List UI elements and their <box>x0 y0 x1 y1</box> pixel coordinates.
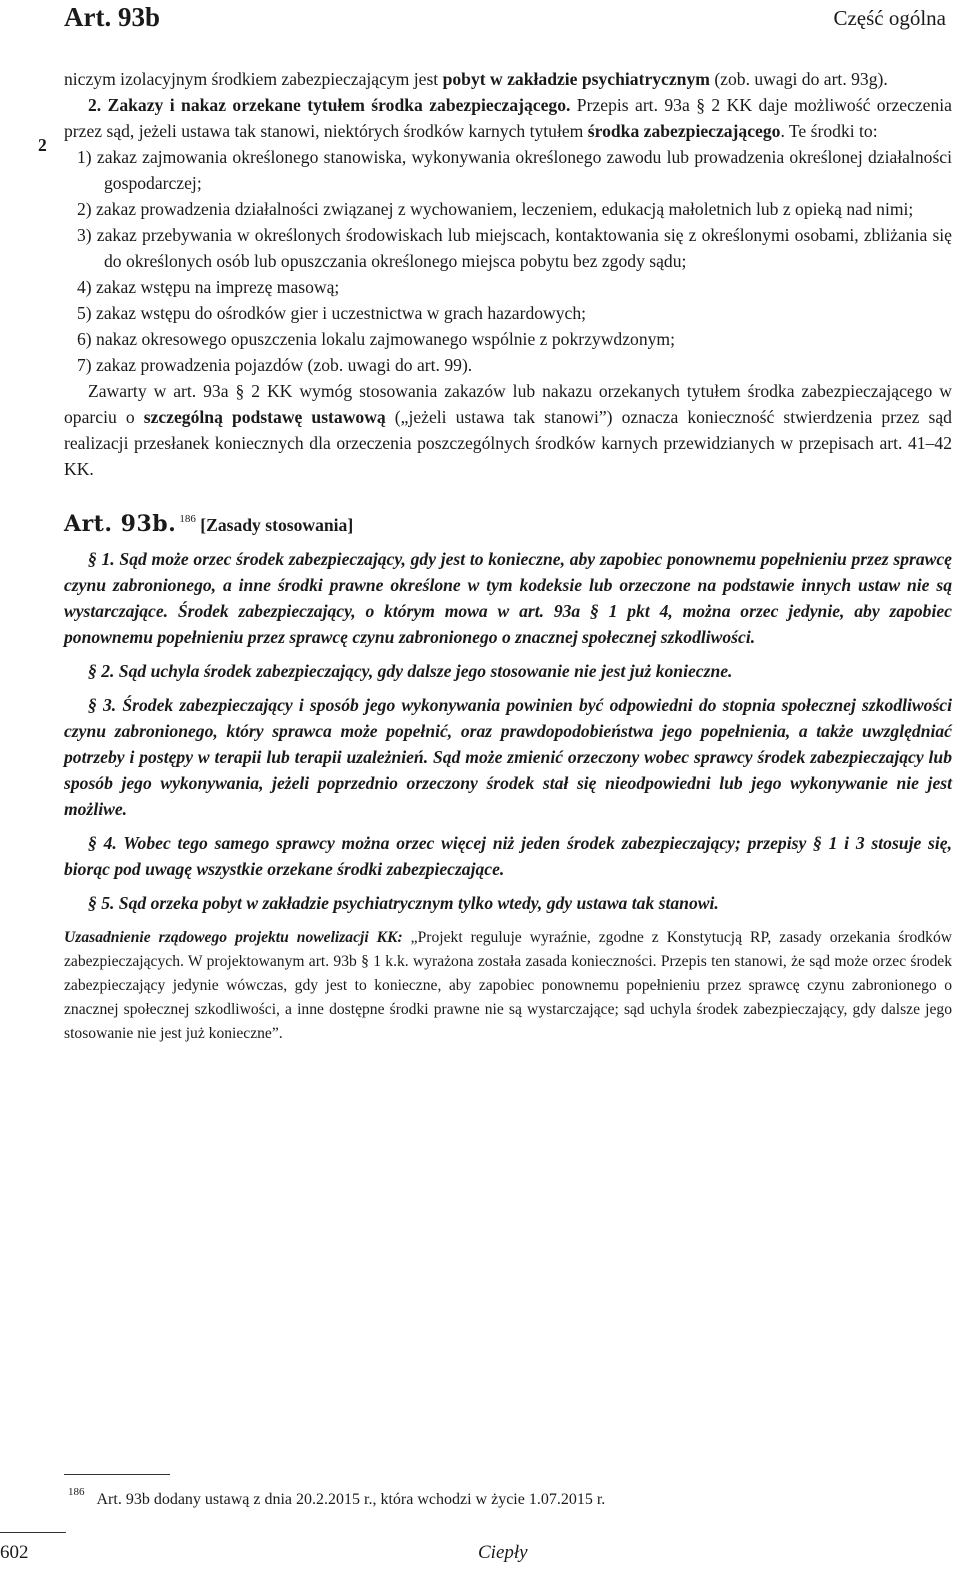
article-title: [Zasady stosowania] <box>200 515 354 535</box>
footnote-text: Art. 93b dodany ustawą z dnia 20.2.2015 r., która wchodzi w życie 1.07.2015 r. <box>96 1491 606 1508</box>
intro-bold: pobyt w zakładzie psychiatrycznym <box>442 69 710 89</box>
closing-text-2: („jeżeli ustawa tak stanowi”) oznacza konieczność stwierdzenia przez sąd realizacji przesłanek koniecznych dla orzeczenia poszczególnych środków karnych przewidzianych w przepisach art. 41–42 KK. <box>64 407 952 479</box>
footnote <box>64 1481 605 1511</box>
paragraph-2-text-2: . Te środki to: <box>780 121 878 141</box>
page-number-rule <box>0 1532 66 1533</box>
paragraph-2 <box>64 92 952 144</box>
closing-paragraph <box>64 378 952 482</box>
footnote-separator <box>64 1474 170 1475</box>
running-header-section: Część ogólna <box>833 6 946 30</box>
closing-text-1: Zawarty w art. 93a § 2 KK wymóg stosowania zakazów lub nakazu orzekanych tytułem środka zabezpieczającego w oparciu o <box>64 381 952 427</box>
paragraph-2-heading: 2. Zakazy i nakaz orzekane tytułem środka zabezpieczającego. <box>88 95 571 115</box>
justification-text: „Projekt reguluje wyraźnie, zgodne z Konstytucją RP, zasady orzekania środków zabezpieczających. W projektowanym art. 93b § 1 k.k. wyrażona została zasada konieczności. Przepis ten stanowi, że sąd może orzec środek zabezpieczający jedynie wówczas, gdy jest to konieczne, aby zapobiec ponownemu popełnieniu przez sprawcę czynu zabronionego o znacznej społecznej szkodliwości, a inne dostępne środki prawne nie są wystarczające; sąd uchyla środek zabezpieczający, gdy dalsze jego stosowanie nie jest już konieczne”. <box>64 929 952 1042</box>
paragraph-2-text-1: Przepis art. 93a § 2 KK daje możliwość orzeczenia przez sąd, jeżeli ustawa tak stanowi, niektórych środków karnych tytułem <box>64 95 952 141</box>
list-item: 5) zakaz wstępu do ośrodków gier i uczestnictwa w grach hazardowych; <box>77 303 587 323</box>
list-item: 7) zakaz prowadzenia pojazdów (zob. uwagi do art. 99). <box>77 355 473 375</box>
paragraph-2-bold: środka zabezpieczającego <box>587 121 781 141</box>
list-item: 4) zakaz wstępu na imprezę masową; <box>77 277 340 297</box>
intro-text-2: (zob. uwagi do art. 93g). <box>709 69 888 89</box>
list-item: 3) zakaz przebywania w określonych środowiskach lub miejscach, kontaktowania się z określonymi osobami, zbliżania się do określonych osób lub opuszczania określonego miejsca pobytu bez zgody sądu; <box>77 225 952 271</box>
page-number: 602 <box>0 1542 29 1563</box>
article-paragraph: § 2. Sąd uchyla środek zabezpieczający, gdy dalsze jego stosowanie nie jest już konieczne. <box>88 661 733 681</box>
list-item: 2) zakaz prowadzenia działalności związanej z wychowaniem, leczeniem, edukacją małoletnich lub z opieką nad nimi; <box>77 199 914 219</box>
article-paragraphs <box>64 546 952 916</box>
intro-text-1: niczym izolacyjnym środkiem zabezpieczającym jest <box>64 69 443 89</box>
running-header-article: Art. 93b <box>64 2 160 32</box>
measures-list <box>64 144 952 378</box>
article-number: Art. 93b. <box>64 511 177 537</box>
article-paragraph: § 3. Środek zabezpieczający i sposób jego wykonywania powinien być odpowiedni do stopnia społecznej szkodliwości czynu zabronionego, który sprawca może popełnić, oraz prawdopodobieństwa jego popełnienia, a także uwzględniać potrzeby i postępy w terapii lub terapii uzależnień. Sąd może zmienić orzeczony wobec sprawcy środek zabezpieczający lub sposób jego wykonywania, jeżeli poprzednio orzeczony środek stał się nieodpowiedni lub jego wykonywanie nie jest możliwe. <box>64 695 952 819</box>
article-paragraph: § 5. Sąd orzeka pobyt w zakładzie psychiatrycznym tylko wtedy, gdy ustawa tak stanowi. <box>88 893 719 913</box>
intro-paragraph <box>64 66 952 92</box>
article-paragraph: § 1. Sąd może orzec środek zabezpieczający, gdy jest to konieczne, aby zapobiec ponownemu popełnieniu przez sprawcę czynu zabronionego, a inne środki prawne określone w tym kodeksie lub orzeczone na podstawie innych ustaw nie są wystarczające. Środek zabezpieczający, o którym mowa w art. 93a § 1 pkt 4, można orzec jedynie, aby zapobiec ponownemu popełnieniu przez sprawcę czynu zabronionego o znacznej społecznej szkodliwości. <box>64 549 952 647</box>
closing-bold: szczególną podstawę ustawową <box>143 407 386 427</box>
margin-number: 2 <box>38 135 47 155</box>
justification-block <box>64 926 952 1046</box>
footer-author: Ciepły <box>478 1542 528 1563</box>
commentary-body <box>64 66 952 1046</box>
footnote-mark: 186 <box>68 1486 85 1498</box>
justification-heading: Uzasadnienie rządowego projektu nowelizacji KK: <box>64 929 403 946</box>
footnote-reference: 186 <box>179 513 196 525</box>
article-heading <box>64 506 952 538</box>
list-item: 1) zakaz zajmowania określonego stanowiska, wykonywania określonego zawodu lub prowadzenia określonej działalności gospodarczej; <box>77 147 952 193</box>
article-paragraph: § 4. Wobec tego samego sprawcy można orzec więcej niż jeden środek zabezpieczający; przepisy § 1 i 3 stosuje się, biorąc pod uwagę wszystkie orzekane środki zabezpieczające. <box>64 833 952 879</box>
list-item: 6) nakaz okresowego opuszczenia lokalu zajmowanego wspólnie z pokrzywdzonym; <box>77 329 675 349</box>
